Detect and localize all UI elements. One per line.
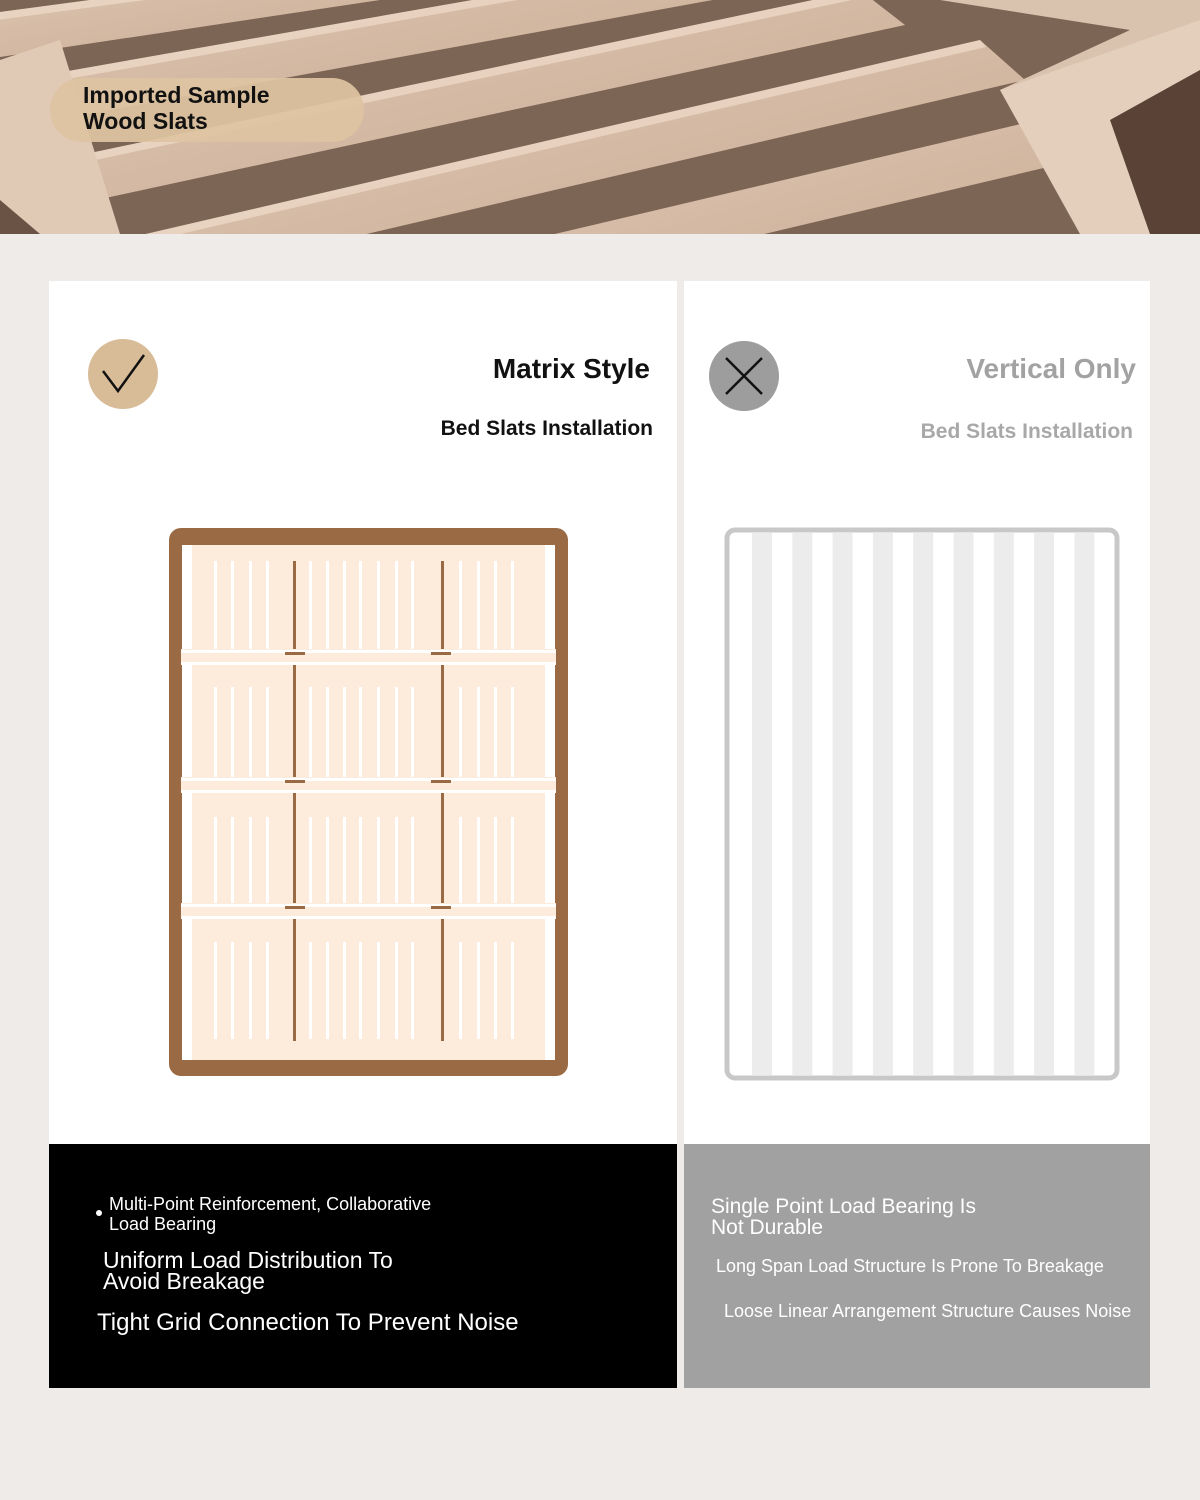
matrix-slat (395, 942, 398, 1039)
matrix-slat (511, 817, 514, 910)
matrix-slat (343, 687, 346, 782)
matrix-slat (326, 942, 329, 1039)
vertical-slats-diagram (724, 527, 1122, 1083)
matrix-slat (359, 561, 362, 655)
bullet-icon (96, 1210, 102, 1216)
matrix-slat (511, 687, 514, 782)
matrix-slat (231, 817, 234, 910)
matrix-slat (395, 687, 398, 782)
matrix-slat (214, 561, 217, 655)
matrix-slat (343, 817, 346, 910)
matrix-slat (266, 942, 269, 1039)
matrix-slat (231, 561, 234, 655)
matrix-slat (459, 817, 462, 910)
matrix-slat (395, 817, 398, 910)
matrix-slat (477, 942, 480, 1039)
matrix-style-subtitle: Bed Slats Installation (440, 417, 653, 440)
matrix-slat (343, 561, 346, 655)
matrix-features-box (49, 1144, 677, 1388)
matrix-feature-3: Tight Grid Connection To Prevent Noise (97, 1309, 519, 1336)
matrix-cross-slat-edge (181, 778, 556, 781)
matrix-slat (377, 817, 380, 910)
vertical-slat (1074, 533, 1094, 1075)
matrix-slat (309, 817, 312, 910)
hero-wood-slats-photo (0, 0, 1200, 234)
matrix-slat (309, 561, 312, 655)
matrix-slat (231, 687, 234, 782)
matrix-slats-diagram (169, 527, 569, 1077)
matrix-side-rail (182, 545, 192, 1060)
matrix-support-beam (293, 561, 296, 1041)
badge-line-2: Wood Slats (83, 108, 208, 134)
vertical-only-title: Vertical Only (966, 353, 1136, 384)
matrix-slat (231, 942, 234, 1039)
matrix-slat (359, 942, 362, 1039)
matrix-joint (431, 652, 451, 655)
matrix-slat (411, 561, 414, 655)
matrix-feature-1: Multi-Point Reinforcement, Collaborative Load Bearing (109, 1194, 431, 1234)
matrix-style-title: Matrix Style (492, 353, 650, 384)
matrix-slat (309, 687, 312, 782)
matrix-slat (249, 942, 252, 1039)
matrix-cross-slat-edge (181, 650, 556, 653)
matrix-slat (359, 817, 362, 910)
matrix-joint (285, 780, 305, 783)
vertical-feature-2: Long Span Load Structure Is Prone To Breakage (716, 1256, 1104, 1276)
matrix-slat (343, 942, 346, 1039)
matrix-slat (249, 817, 252, 910)
vertical-features-box (684, 1144, 1150, 1388)
matrix-slat (214, 942, 217, 1039)
matrix-slat (359, 687, 362, 782)
matrix-slat (511, 942, 514, 1039)
matrix-slat (214, 687, 217, 782)
matrix-slat (459, 687, 462, 782)
matrix-joint (431, 780, 451, 783)
matrix-slat (326, 817, 329, 910)
matrix-joint (285, 906, 305, 909)
matrix-cross-slat-edge (181, 916, 556, 919)
matrix-style-panel (49, 281, 677, 1144)
matrix-slat (494, 817, 497, 910)
vertical-slat (792, 533, 812, 1075)
matrix-cross-slat-edge (181, 904, 556, 907)
matrix-slat (411, 942, 414, 1039)
matrix-slat (266, 561, 269, 655)
vertical-slat (873, 533, 893, 1075)
matrix-feature-2: Uniform Load Distribution To Avoid Breakage (103, 1247, 393, 1294)
matrix-side-rail (545, 545, 555, 1060)
matrix-slat (494, 561, 497, 655)
matrix-cross-slat-edge (181, 662, 556, 665)
matrix-slat (477, 687, 480, 782)
vertical-feature-1: Single Point Load Bearing Is Not Durable (711, 1195, 977, 1239)
imported-sample-badge (50, 78, 364, 142)
vertical-only-panel (684, 281, 1150, 1144)
matrix-slat (395, 561, 398, 655)
matrix-slat (326, 561, 329, 655)
matrix-slat (266, 817, 269, 910)
matrix-slat (326, 687, 329, 782)
vertical-slat (913, 533, 933, 1075)
matrix-slat (377, 687, 380, 782)
matrix-slat (249, 561, 252, 655)
matrix-slat (477, 817, 480, 910)
vertical-slat (752, 533, 772, 1075)
matrix-slat (411, 817, 414, 910)
matrix-slat (494, 687, 497, 782)
matrix-slat (411, 687, 414, 782)
matrix-joint (285, 652, 305, 655)
matrix-support-beam (441, 561, 444, 1041)
vertical-slat (1034, 533, 1054, 1075)
matrix-slat (511, 561, 514, 655)
matrix-slat (477, 561, 480, 655)
x-icon (709, 341, 779, 411)
vertical-slat (954, 533, 974, 1075)
vertical-only-subtitle: Bed Slats Installation (920, 420, 1133, 443)
matrix-slat (377, 561, 380, 655)
matrix-slat (214, 817, 217, 910)
check-icon (88, 339, 158, 409)
matrix-slat (494, 942, 497, 1039)
matrix-slat (377, 942, 380, 1039)
matrix-cross-slat-edge (181, 790, 556, 793)
matrix-slat (309, 942, 312, 1039)
vertical-feature-3: Loose Linear Arrangement Structure Causes Noise (724, 1301, 1132, 1321)
vertical-slat (994, 533, 1014, 1075)
vertical-slat (833, 533, 853, 1075)
matrix-slat (459, 561, 462, 655)
matrix-slat (266, 687, 269, 782)
matrix-joint (431, 906, 451, 909)
matrix-slat (249, 687, 252, 782)
matrix-slat (459, 942, 462, 1039)
badge-line-1: Imported Sample (83, 82, 270, 108)
